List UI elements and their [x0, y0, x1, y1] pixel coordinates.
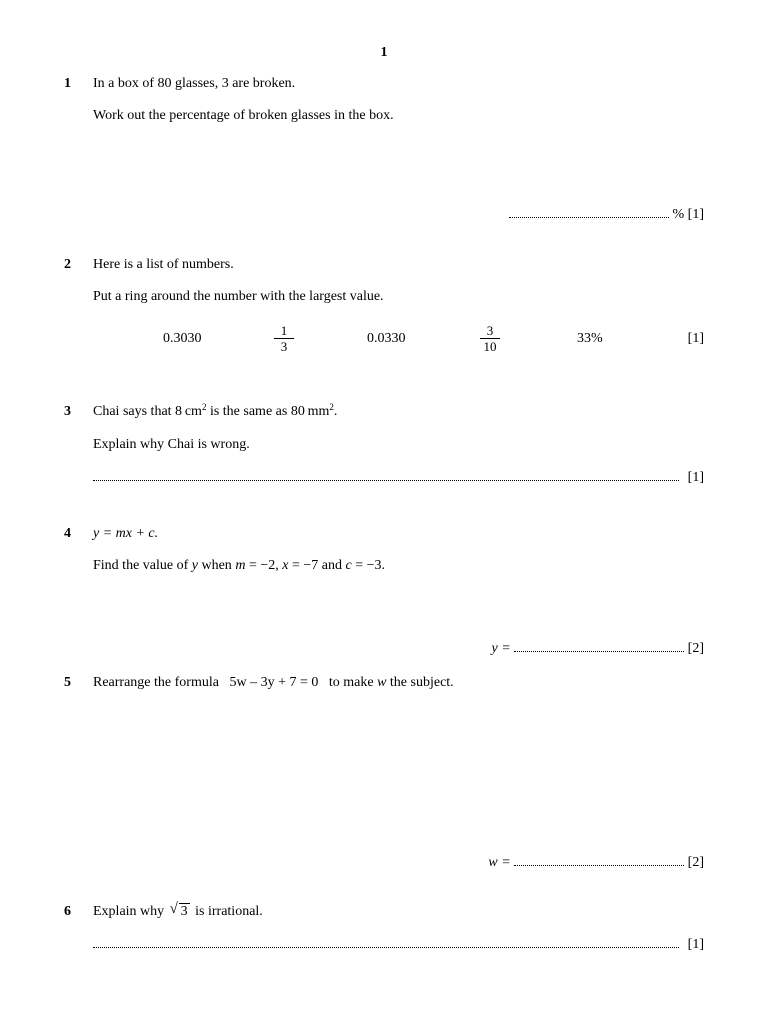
question-1-unit: % [672, 207, 685, 222]
question-3-answer-line[interactable] [93, 470, 704, 486]
option-three-tenths[interactable] [478, 324, 502, 353]
q4-c-val: = −3. [351, 558, 385, 573]
q4-find-prefix: Find the value of [93, 558, 192, 573]
option-33-percent[interactable]: 33% [577, 331, 603, 346]
q3-text-before: Chai says that 8 cm [93, 404, 202, 419]
question-6-number: 6 [64, 904, 71, 919]
q4-x-var: x [282, 558, 289, 573]
question-1-number: 1 [64, 76, 71, 91]
question-6-answer-line[interactable] [93, 937, 704, 953]
question-5-marks: [2] [687, 855, 704, 870]
answer-dots[interactable] [93, 470, 679, 481]
question-5-number: 5 [64, 675, 71, 690]
q4-m-var: m [235, 558, 246, 573]
radical-sign-icon: √ [169, 901, 178, 917]
question-3-instruction: Explain why Chai is wrong. [93, 437, 250, 452]
question-5-text [93, 675, 454, 691]
question-3-marks: [1] [687, 470, 704, 485]
question-5-answer-line[interactable] [488, 855, 704, 871]
q5-suffix-before: to make [328, 675, 378, 690]
option-0-0330[interactable]: 0.0330 [367, 331, 406, 346]
answer-dots[interactable] [514, 641, 684, 652]
question-4-instruction [93, 558, 385, 574]
q5-suffix-var: w [377, 675, 387, 690]
question-2-instruction: Put a ring around the number with the largest value. [93, 289, 384, 304]
q4-c-var: c [345, 558, 352, 573]
q6-suffix: is irrational. [195, 904, 263, 919]
question-1-text: In a box of 80 glasses, 3 are broken. [93, 76, 296, 91]
question-4-marks: [2] [687, 641, 704, 656]
q4-m-val: = −2, [245, 558, 283, 573]
question-1-instruction: Work out the percentage of broken glasses in the box. [93, 108, 394, 123]
q3-sup-2: 2 [329, 402, 334, 412]
option-0-3030[interactable]: 0.3030 [163, 331, 202, 346]
q3-text-after: . [333, 404, 338, 419]
question-1-marks: [1] [687, 207, 704, 222]
fraction-numerator: 3 [486, 323, 494, 338]
q4-find-var: y [191, 558, 198, 573]
question-3-text [93, 404, 337, 420]
fraction-denominator: 10 [483, 339, 497, 354]
question-6-marks: [1] [687, 937, 704, 952]
q5-prefix: Rearrange the formula [93, 675, 219, 690]
page-number: 1 [380, 45, 388, 60]
question-2-marks: [1] [687, 331, 704, 346]
answer-dots[interactable] [514, 855, 684, 866]
question-4-number: 4 [64, 526, 71, 541]
question-5-answer-label: w = [488, 855, 511, 870]
q4-x-val: = −7 and [288, 558, 346, 573]
question-2-number: 2 [64, 257, 71, 272]
question-4-answer-label: y = [491, 641, 511, 656]
fraction-denominator: 3 [280, 339, 288, 354]
question-1-answer-line[interactable] [509, 207, 704, 223]
q3-text-mid: is the same as 80 mm [206, 404, 330, 419]
question-3-number: 3 [64, 404, 71, 419]
answer-dots[interactable] [93, 937, 679, 948]
q6-radicand: 3 [180, 904, 188, 919]
question-2-text: Here is a list of numbers. [93, 257, 234, 272]
question-4-answer-line[interactable] [492, 641, 705, 657]
q6-prefix: Explain why [93, 904, 165, 919]
option-one-third[interactable] [272, 324, 296, 353]
fraction-numerator: 1 [280, 323, 288, 338]
q5-formula: 5w – 3y + 7 = 0 [229, 675, 319, 690]
answer-dots[interactable] [509, 207, 669, 218]
question-6-text [93, 901, 263, 920]
square-root-symbol [169, 901, 190, 920]
q5-suffix-after: the subject. [386, 675, 454, 690]
q3-sup-1: 2 [201, 402, 207, 412]
question-4-equation: y = mx + c. [93, 526, 159, 541]
q4-find-when: when [197, 558, 236, 573]
